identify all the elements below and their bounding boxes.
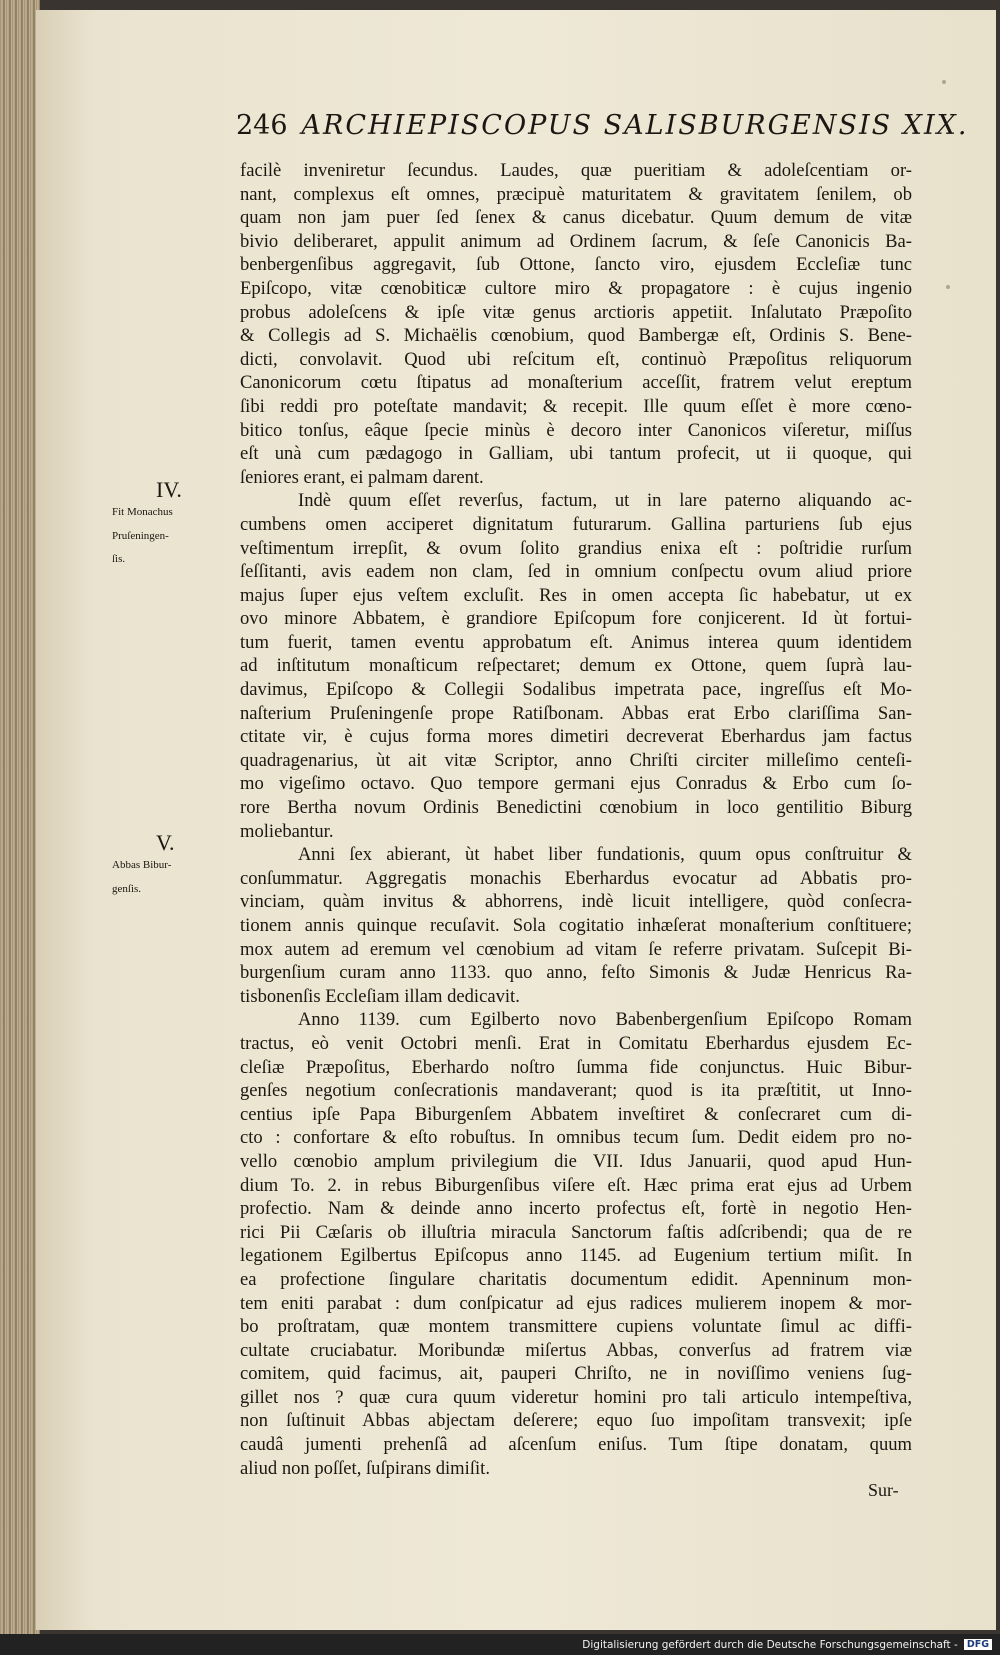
section-numeral-iv: IV. <box>156 477 182 502</box>
text-line: centius ipſe Papa Biburgenſem Abbatem inveſtiret & conſecraret cum di- <box>240 1103 912 1125</box>
margin-section-iv <box>112 479 182 572</box>
text-line: tem eniti parabat : dum conſpicatur ad ejus radices mulierem inopem & mor- <box>240 1292 912 1314</box>
text-line: & Collegis ad S. Michaëlis cœnobium, quod Bambergæ eſt, Ordinis S. Bene- <box>240 325 912 347</box>
text-line: gillet nos ? quæ cura quum videretur homini pro tali articulo intempeſtiva, <box>240 1386 912 1408</box>
text-line: ctitate vir, è cujus forma mores dimetiri decreverat Eberhardus jam factus <box>240 726 912 748</box>
text-line: Canonicorum cœtu ſtipatus ad monaſterium acceſſit, fratrem velut ereptum <box>240 372 912 394</box>
text-line: vinciam, quàm invitus & abhorrens, indè licuit intelligere, quòd conſecra- <box>240 891 912 913</box>
text-line: tisbonenſis Eccleſiam illam dedicavit. <box>240 985 520 1007</box>
text-line: quadragenarius, ùt ait vitæ Scriptor, anno Chriſti circiter milleſimo centeſi- <box>240 749 912 771</box>
text-line: quam non jam puer ſed ſenex & canus dicebatur. Quum demum de vitæ <box>240 207 912 229</box>
text-line: dicti, convolavit. Quod ubi reſcitum eſt, continuò Præpoſitus reliquorum <box>240 348 912 370</box>
text-line: vello cœnobio amplum privilegium die VII. Idus Januarii, quod apud Hun- <box>240 1150 912 1172</box>
text-line: probus adoleſcens & ipſe vitæ genus arctioris appetiit. Inſalutato Præpoſito <box>240 301 912 323</box>
text-line: bo proſtratam, quæ montem transmittere cupiens voluntate ſimul ac diffi- <box>240 1316 912 1338</box>
funding-note: Digitalisierung gefördert durch die Deutsche Forschungsgemeinschaft - <box>582 1638 958 1651</box>
text-line: benbergenſibus aggregavit, ſub Ottone, ſancto viro, ejusdem Eccleſiæ tunc <box>240 254 912 276</box>
text-line: Indè quum eſſet reverſus, factum, ut in lare paterno aliquando ac- <box>298 490 912 512</box>
text-line: cumbens omen acciperet dignitatum futurarum. Gallina parturiens ſub ejus <box>240 513 912 535</box>
text-line: non ſuſtinuit Abbas abjectam deſerere; equo ſuo impoſitam transvexit; ipſe <box>240 1410 912 1432</box>
text-line: bitico tonſus, eâque ſpecie minùs è decoro inter Canonicos viſeretur, miſſus <box>240 419 912 441</box>
text-line: davimus, Epiſcopo & Collegii Sodalibus impetrata pace, ingreſſus eſt Mo- <box>240 679 912 701</box>
page-header <box>236 110 969 141</box>
text-line: burgenſium curam anno 1133. quo anno, feſto Simonis & Judæ Henricus Ra- <box>240 962 912 984</box>
margin-note: Pruſeningen- <box>112 529 169 542</box>
text-line: caudâ jumenti prehenſâ ad aſcenſum eniſus. Tum ſtipe donatam, quum <box>240 1434 912 1456</box>
text-line: mo vigeſimo octavo. Quo tempore germani ejus Conradus & Erbo cum ſo- <box>240 773 912 795</box>
text-line: eſt unà cum pædagogo in Galliam, ubi tantum profecit, ut ii quoque, qui <box>240 443 912 465</box>
text-line: cleſiæ Præpoſitus, Eberhardo noſtro ſumma fide conjunctus. Huic Bibur- <box>240 1056 912 1078</box>
text-line: cto : confortare & eſto robuſtus. In omnibus tecum ſum. Dedit eidem pro no- <box>240 1127 912 1149</box>
dfg-logo: DFG <box>964 1639 992 1650</box>
text-line: Anni ſex abierant, ùt habet liber fundationis, quum opus conſtruitur & <box>298 844 912 866</box>
text-line: tum fuerit, tamen eventu approbatum eſt. Animus interea quum identidem <box>240 631 912 653</box>
text-line: genſes negotium conſecrationis mandaverant; quod is ita præſtitit, ut Inno- <box>240 1080 912 1102</box>
text-line: ea profectione ſingulare charitatis documentum edidit. Apenninum mon- <box>240 1268 912 1290</box>
paper-spot <box>946 285 950 289</box>
catchword: Sur- <box>868 1480 899 1500</box>
paper-spot <box>942 80 946 84</box>
text-line: mox autem ad eremum vel cœnobium ad vitam ſe referre privatam. Suſcepit Bi- <box>240 938 912 960</box>
margin-note: genſis. <box>112 882 142 895</box>
text-line: veſtimentum irrepſit, & ovum ſolito grandius enixa eſt : poſtridie rurſum <box>240 537 912 559</box>
scanned-page <box>36 10 996 1630</box>
text-line: profectio. Nam & deinde anno incerto profectus eſt, fortè in negotio Hen- <box>240 1198 912 1220</box>
text-line: ovo minore Abbatem, è grandiore Epiſcopum fore conjicerent. Id ùt fortui- <box>240 608 912 630</box>
text-line: comitem, quid facimus, ait, pauperi Chriſto, ne in noviſſimo veniens ſug- <box>240 1363 912 1385</box>
text-line: Epiſcopo, vitæ cœnobiticæ cultore miro & propagatore : è cujus ingenio <box>240 277 912 299</box>
text-line: naſterium Pruſeningenſe prope Ratiſbonam. Abbas erat Erbo clariſſima San- <box>240 702 912 724</box>
margin-section-v <box>112 832 175 901</box>
text-line: legationem Egilbertus Epiſcopus anno 1145. ad Eugenium tertium miſit. In <box>240 1245 912 1267</box>
text-line: ſibi reddi pro poteſtate mandavit; & recepit. Ille quum eſſet è more cœno- <box>240 395 912 417</box>
text-line: bivio deliberaret, appulit animum ad Ordinem ſacrum, & ſeſe Canonicis Ba- <box>240 230 912 252</box>
text-line: ad inſtitutum monaſticum reſpectaret; demum ex Ottone, quem ſuprà lau- <box>240 655 912 677</box>
book-edge <box>0 0 40 1655</box>
margin-note: Fit Monachus <box>112 506 173 518</box>
text-line: aliud non poſſet, ſuſpirans dimiſit. <box>240 1457 490 1479</box>
text-line: ſeſſitanti, avis eadem non clam, ſed in omnium conſpectu ovum aliud priore <box>240 561 912 583</box>
text-line: nant, complexus eſt omnes, præcipuè maturitatem & gravitatem ſenilem, ob <box>240 183 912 205</box>
text-line: facilè inveniretur ſecundus. Laudes, quæ pueritiam & adoleſcentiam or- <box>240 160 912 181</box>
margin-note: ſis. <box>112 553 126 566</box>
text-line: dium To. 2. in rebus Biburgenſibus viſere eſt. Hæc prima erat ejus ad Urbem <box>240 1174 912 1196</box>
text-line: rici Pii Cæſaris ob illuſtria miracula Sanctorum faſtis adſcribendi; qua de re <box>240 1221 912 1243</box>
text-line: rore Bertha novum Ordinis Benedictini cœnobium in loco gentilitio Biburg <box>240 797 912 819</box>
text-line: cultate cruciabatur. Moribundæ miſertus Abbas, converſus ad fratrem viæ <box>240 1339 912 1361</box>
text-line: tionem annis quinque recuſavit. Sola cogitatio inhæſerat monaſterium conſtituere; <box>240 915 912 936</box>
margin-note: Abbas Bibur- <box>112 859 172 871</box>
text-line: tractus, eò venit Octobri menſi. Erat in Comitatu Eberhardus ejusdem Ec- <box>240 1032 912 1054</box>
body-text <box>240 159 912 1480</box>
section-numeral-v: V. <box>156 830 175 855</box>
page-number: 246 <box>236 110 288 141</box>
running-title: ARCHIEPISCOPUS SALISBURGENSIS XIX. <box>301 110 969 141</box>
text-line: ſeniores erant, ei palmam darent. <box>240 466 484 488</box>
text-line: moliebantur. <box>240 820 334 842</box>
text-line: Anno 1139. cum Egilberto novo Babenbergenſium Epiſcopo Romam <box>298 1009 912 1031</box>
text-line: majus ſuper ejus veſtem excluſit. Res in omen accepta ſic habebatur, ut ex <box>240 584 912 606</box>
text-line: conſummatur. Aggregatis monachis Eberhardus evocatur ad Abbatis pro- <box>240 867 912 889</box>
digitization-footer <box>0 1634 1000 1655</box>
